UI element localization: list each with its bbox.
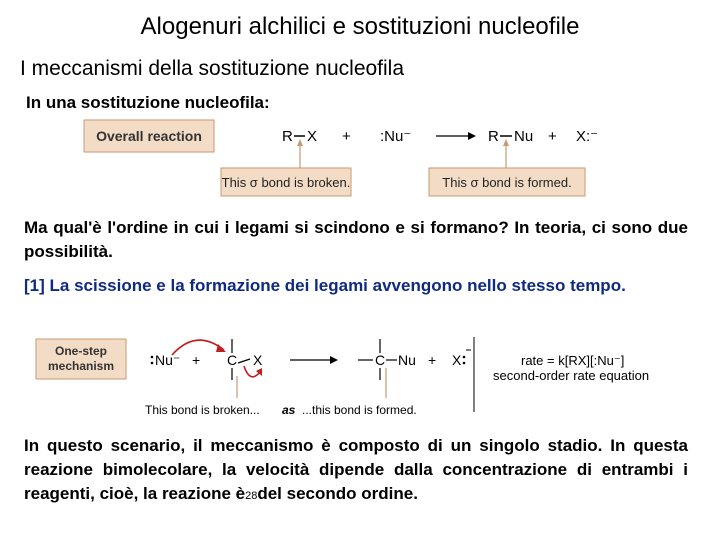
overall-label: Overall reaction [96,128,202,144]
onestep-as: as [282,403,296,417]
point1-number: [1] [24,276,45,295]
onestep-label-line1: One-step [54,344,108,358]
conclusion-tail: del secondo ordine. [257,484,418,503]
overall-leaving-group: X:⁻ [576,128,599,145]
page-number: 28 [245,490,258,502]
page-title: Alogenuri alchilici e sostituzioni nucleofile [140,13,580,40]
x-lone-pair-dot-1 [463,356,466,359]
subtitle: I meccanismi della sostituzione nucleofila [20,57,405,80]
overall-nucleophile: :Nu⁻ [380,128,412,145]
onestep-nucleophile: Nu⁻ [155,352,181,368]
onestep-product-nu: Nu [398,352,416,368]
overall-x: X [307,128,318,145]
question-text: Ma qual'è l'ordine in cui i legami si scindono e si formano? In teoria, ci sono due possibilità. [24,218,688,261]
overall-nu-product: Nu [514,128,534,145]
overall-plus-2: + [548,128,557,145]
rate-equation: rate = k[RX][:Nu⁻] [521,353,625,368]
onestep-label-line2: mechanism [47,359,115,373]
conclusion-paragraph [24,434,688,508]
nu-lone-pair-dot-1 [151,356,154,359]
onestep-leaving-x: X [253,352,263,368]
onestep-broken-label: This bond is broken... [145,403,260,417]
onestep-product-carbon: C [375,352,386,368]
onestep-reaction-arrow-head [330,356,338,364]
onestep-formed-label: ...this bond is formed. [302,403,417,417]
overall-plus-1: + [342,128,351,145]
overall-formed-label: This σ bond is formed. [442,175,572,190]
onestep-carbon: C [227,352,238,368]
conclusion-text: In questo scenario, il meccanismo è composto di un singolo stadio. In questa reazione bimolecolare, la velocità dipende dalla concentrazione di entrambi i reagenti, cioè, la reazione è [24,436,688,503]
cx-bond [238,359,250,363]
point1-text: La scissione e la formazione dei legami avvengono nello stesso tempo. [49,276,626,295]
onestep-plus-1: + [192,352,201,368]
onestep-leaving-group: X [452,352,462,368]
overall-r-product: R [488,128,499,145]
overall-r: R [282,128,293,145]
onestep-plus-2: + [428,352,437,368]
x-lone-pair-dot-2 [463,362,466,365]
overall-broken-label: This σ bond is broken. [221,175,351,190]
nu-lone-pair-dot-2 [151,362,154,365]
intro-text: In una sostituzione nucleofila: [26,93,270,112]
rate-equation-label: second-order rate equation [493,368,650,383]
